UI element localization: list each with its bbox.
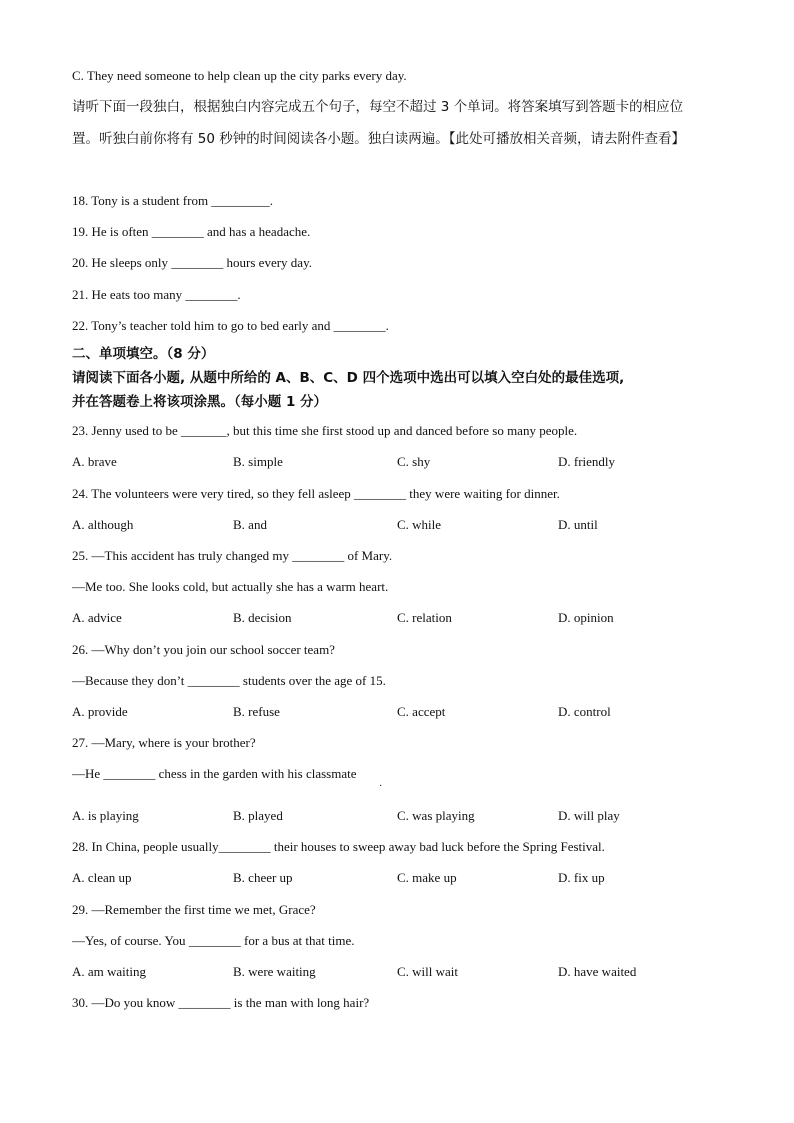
question-23-option-d: D. friendly bbox=[558, 454, 616, 469]
question-24-option-a: A. although bbox=[72, 517, 134, 532]
question-27-option-a: A. is playing bbox=[72, 808, 139, 823]
question-24-option-b: B. and bbox=[233, 517, 267, 532]
question-26-option-d: D. control bbox=[558, 704, 611, 719]
question-28-option-c: C. make up bbox=[397, 870, 457, 885]
question-27-option-d: D. will play bbox=[558, 808, 620, 823]
listening-instruction-line-2: 置。听独白前你将有 50 秒钟的时间阅读各小题。独白读两遍。【此处可播放相关音频，请去附件查看】 bbox=[72, 131, 686, 147]
fill-item-22: 22. Tony’s teacher told him to go to bed early and ________. bbox=[72, 318, 389, 333]
question-25-option-c: C. relation bbox=[397, 610, 452, 625]
question-26-stem: 26. —Why don’t you join our school soccer team? bbox=[72, 642, 335, 657]
section-2-instruction-line-1: 请阅读下面各小题, 从题中所给的 A、B、C、D 四个选项中选出可以填入空白处的最佳选项, bbox=[72, 370, 625, 386]
question-24-option-c: C. while bbox=[397, 517, 442, 532]
question-23-option-c: C. shy bbox=[397, 454, 431, 469]
question-28-option-b: B. cheer up bbox=[233, 870, 293, 885]
question-25-reply: —Me too. She looks cold, but actually she has a warm heart. bbox=[72, 579, 389, 594]
question-29-option-c: C. will wait bbox=[397, 964, 459, 979]
stray-dot-mark: · bbox=[379, 781, 383, 792]
question-25-option-d: D. opinion bbox=[558, 610, 614, 625]
question-26-reply: —Because they don’t ________ students over the age of 15. bbox=[72, 673, 386, 688]
question-27-reply: —He ________ chess in the garden with his classmate bbox=[72, 766, 357, 781]
question-24-stem: 24. The volunteers were very tired, so they fell asleep ________ they were waiting for dinner. bbox=[72, 486, 560, 501]
section-2-instruction-line-2: 并在答题卷上将该项涂黑。（每小题 1 分） bbox=[72, 394, 328, 410]
question-27-option-b: B. played bbox=[233, 808, 283, 823]
question-29-option-b: B. were waiting bbox=[233, 964, 316, 979]
fill-item-18: 18. Tony is a student from _________. bbox=[72, 193, 274, 208]
question-23-option-a: A. brave bbox=[72, 454, 117, 469]
question-29-stem: 29. —Remember the first time we met, Grace? bbox=[72, 902, 316, 917]
question-25-stem: 25. —This accident has truly changed my ________ of Mary. bbox=[72, 548, 393, 563]
question-28-option-a: A. clean up bbox=[72, 870, 132, 885]
question-27-stem: 27. —Mary, where is your brother? bbox=[72, 735, 256, 750]
question-26-option-b: B. refuse bbox=[233, 704, 280, 719]
question-24-option-d: D. until bbox=[558, 517, 598, 532]
fill-item-21: 21. He eats too many ________. bbox=[72, 287, 241, 302]
question-29-option-a: A. am waiting bbox=[72, 964, 147, 979]
question-25-option-a: A. advice bbox=[72, 610, 122, 625]
question-30-stem: 30. —Do you know ________ is the man with long hair? bbox=[72, 995, 370, 1010]
question-23-stem: 23. Jenny used to be _______, but this time she first stood up and danced before so many people. bbox=[72, 423, 578, 438]
question-26-option-c: C. accept bbox=[397, 704, 446, 719]
question-28-option-d: D. fix up bbox=[558, 870, 605, 885]
question-28-stem: 28. In China, people usually________ their houses to sweep away bad luck before the Spring Festival. bbox=[72, 839, 605, 854]
question-29-reply: —Yes, of course. You ________ for a bus at that time. bbox=[72, 933, 355, 948]
question-25-option-b: B. decision bbox=[233, 610, 292, 625]
question-27-option-c: C. was playing bbox=[397, 808, 475, 823]
question-23-option-b: B. simple bbox=[233, 454, 283, 469]
listening-instruction-line-1: 请听下面一段独白，根据独白内容完成五个句子，每空不超过 3 个单词。将答案填写到答题卡的相应位 bbox=[72, 99, 684, 115]
question-29-option-d: D. have waited bbox=[558, 964, 637, 979]
section-2-title: 二、单项填空。（8 分） bbox=[72, 346, 215, 362]
fill-item-20: 20. He sleeps only ________ hours every day. bbox=[72, 255, 312, 270]
question-26-option-a: A. provide bbox=[72, 704, 128, 719]
fill-item-19: 19. He is often ________ and has a headache. bbox=[72, 224, 311, 239]
q17-option-c: C. They need someone to help clean up the city parks every day. bbox=[72, 68, 407, 83]
